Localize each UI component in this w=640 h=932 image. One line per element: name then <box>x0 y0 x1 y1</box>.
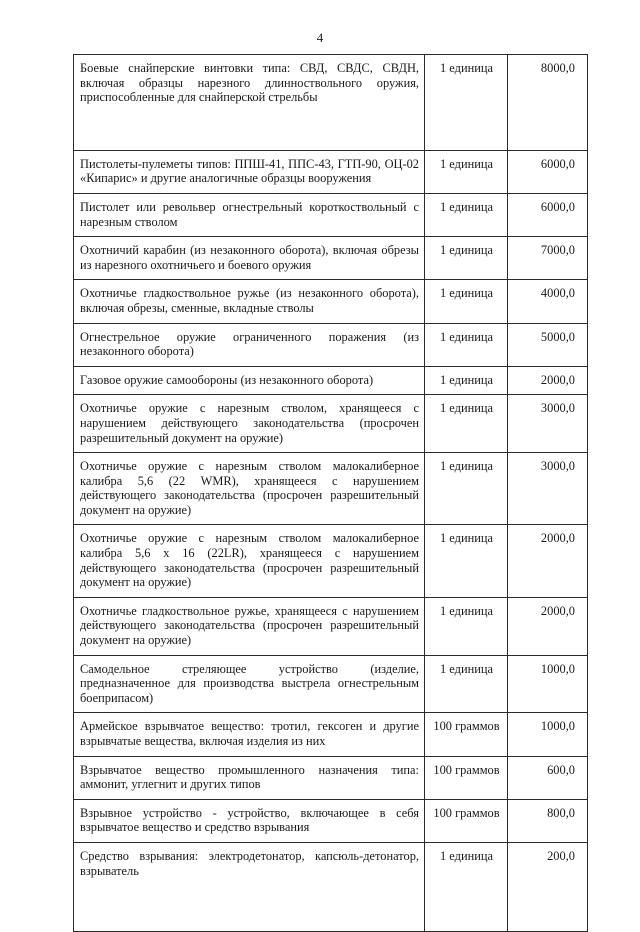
item-unit: 1 единица <box>425 55 508 151</box>
item-price: 2000,0 <box>508 597 588 655</box>
table-row <box>74 193 588 236</box>
item-unit: 100 граммов <box>425 756 508 799</box>
item-price: 6000,0 <box>508 150 588 193</box>
table-row <box>74 713 588 756</box>
item-price: 600,0 <box>508 756 588 799</box>
table-row <box>74 525 588 597</box>
table-row <box>74 799 588 842</box>
item-description: Пистолет или револьвер огнестрельный короткоствольный с нарезным стволом <box>74 193 425 236</box>
table-row <box>74 150 588 193</box>
item-unit: 1 единица <box>425 597 508 655</box>
item-description: Пистолеты-пулеметы типов: ППШ-41, ППС-43, ГТП-90, ОЦ-02 «Кипарис» и другие аналогичные образцы вооружения <box>74 150 425 193</box>
item-price: 7000,0 <box>508 237 588 280</box>
page-number: 4 <box>316 30 324 45</box>
item-description: Охотничий карабин (из незаконного оборота), включая обрезы из нарезного охотничьего и боевого оружия <box>74 237 425 280</box>
table-row <box>74 756 588 799</box>
item-unit: 100 граммов <box>425 799 508 842</box>
item-unit: 1 единица <box>425 366 508 395</box>
item-description: Самодельное стреляющее устройство (изделие, предназначенное для производства выстрела огнестрельным боеприпасом) <box>74 655 425 713</box>
item-description: Взрывное устройство - устройство, включающее в себя взрывчатое вещество и средство взрывания <box>74 799 425 842</box>
item-price: 3000,0 <box>508 453 588 525</box>
item-price: 3000,0 <box>508 395 588 453</box>
table-body <box>74 55 588 932</box>
item-description: Газовое оружие самообороны (из незаконного оборота) <box>74 366 425 395</box>
item-description: Боевые снайперские винтовки типа: СВД, СВДС, СВДН, включая образцы нарезного длинноствольного оружия, приспособленные для снайперской стрельбы <box>74 55 425 151</box>
item-description: Армейское взрывчатое вещество: тротил, гексоген и другие взрывчатые вещества, включая изделия из них <box>74 713 425 756</box>
item-price: 6000,0 <box>508 193 588 236</box>
price-table <box>73 54 588 932</box>
item-price: 4000,0 <box>508 280 588 323</box>
item-unit: 100 граммов <box>425 713 508 756</box>
item-description: Охотничье гладкоствольное ружье, хранящееся с нарушением действующего законодательства (просрочен разрешительный документ на оружие) <box>74 597 425 655</box>
item-description: Охотничье оружие с нарезным стволом, хранящееся с нарушением действующего законодательства (просрочен разрешительный документ на оружие) <box>74 395 425 453</box>
item-unit: 1 единица <box>425 323 508 366</box>
item-unit: 1 единица <box>425 193 508 236</box>
table-row <box>74 597 588 655</box>
table-row <box>74 395 588 453</box>
item-unit: 1 единица <box>425 655 508 713</box>
table-row <box>74 280 588 323</box>
item-unit: 1 единица <box>425 453 508 525</box>
table-row <box>74 453 588 525</box>
item-description: Средство взрывания: электродетонатор, капсюль-детонатор, взрыватель <box>74 842 425 931</box>
item-price: 1000,0 <box>508 713 588 756</box>
table-row <box>74 55 588 151</box>
item-description: Взрывчатое вещество промышленного назначения типа: аммонит, углегнит и других типов <box>74 756 425 799</box>
item-price: 2000,0 <box>508 525 588 597</box>
table-row <box>74 655 588 713</box>
item-price: 200,0 <box>508 842 588 931</box>
item-unit: 1 единица <box>425 395 508 453</box>
item-price: 800,0 <box>508 799 588 842</box>
item-price: 5000,0 <box>508 323 588 366</box>
item-description: Охотничье оружие с нарезным стволом малокалиберное калибра 5,6 (22 WMR), хранящееся с нарушением действующего законодательства (просрочен разрешительный документ на оружие) <box>74 453 425 525</box>
table-row <box>74 842 588 931</box>
item-price: 8000,0 <box>508 55 588 151</box>
table-row <box>74 237 588 280</box>
item-price: 1000,0 <box>508 655 588 713</box>
table-row <box>74 366 588 395</box>
item-unit: 1 единица <box>425 150 508 193</box>
table-row <box>74 323 588 366</box>
item-description: Охотничье гладкоствольное ружье (из незаконного оборота), включая обрезы, сменные, вкладные стволы <box>74 280 425 323</box>
item-unit: 1 единица <box>425 280 508 323</box>
item-unit: 1 единица <box>425 237 508 280</box>
item-description: Огнестрельное оружие ограниченного поражения (из незаконного оборота) <box>74 323 425 366</box>
item-price: 2000,0 <box>508 366 588 395</box>
item-unit: 1 единица <box>425 842 508 931</box>
item-description: Охотничье оружие с нарезным стволом малокалиберное калибра 5,6 x 16 (22LR), хранящееся с нарушением действующего законодательства (просрочен разрешительный документ на оружие) <box>74 525 425 597</box>
item-unit: 1 единица <box>425 525 508 597</box>
